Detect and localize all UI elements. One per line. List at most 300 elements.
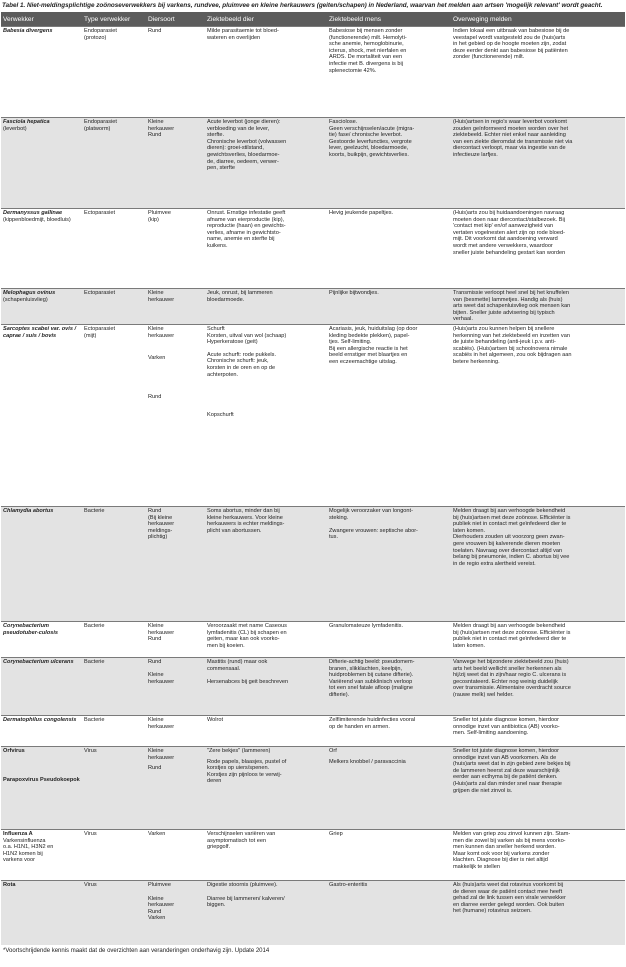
cell-type bbox=[82, 658, 146, 716]
cell-ziektebeeld-dier bbox=[205, 27, 327, 118]
header-row bbox=[1, 12, 625, 27]
cell-ziektebeeld-mens bbox=[327, 747, 451, 830]
consideration-line: 'contact met kip' en/of aanwezigheid van bbox=[453, 223, 554, 230]
consideration-line: van (besmette) lammetjes. Handig als (huis) bbox=[453, 296, 563, 303]
cell-diersoort bbox=[146, 27, 205, 118]
table-row bbox=[1, 881, 625, 945]
consideration-line: laten komen. bbox=[453, 642, 486, 649]
disease-human-line: Acariasis, jeuk, huiduitslag (op door bbox=[329, 326, 418, 332]
consideration-line: hij/zij weet dat in zijn/haar regio C. ulcerans is bbox=[453, 672, 567, 679]
consideration-line: bijten. Sneller juiste advisering bij typisch bbox=[453, 309, 555, 316]
animal-line: herkauwer bbox=[148, 629, 175, 636]
disease-animal-line: lymfadenitis (CL) bij schapen en bbox=[207, 629, 287, 636]
disease-animal-line: Hersenabces bij geit beschreven bbox=[207, 678, 289, 685]
animal-line: Kleine bbox=[148, 290, 164, 296]
disease-animal-line: griepgolf. bbox=[207, 844, 231, 851]
disease-human-line: Difterie-achtig beeld: pseudomem- bbox=[329, 659, 415, 665]
animal-line: Rund bbox=[148, 393, 162, 400]
consideration-line: scabiës). (Huis)artsen bij schoolnovera nimale bbox=[453, 345, 568, 352]
agent-common-name: (kippenbloedmijt, bloedluis) bbox=[3, 216, 71, 223]
disease-animal-line: Kopschurft bbox=[207, 412, 234, 419]
cell-diersoort bbox=[146, 622, 205, 658]
header-ziektebeeld-dier: Ziektebeeld dier bbox=[205, 12, 327, 27]
consideration-line: de lammeren heerst zal deze waarschijnlijk bbox=[453, 767, 560, 774]
animal-line: (kip) bbox=[148, 216, 159, 223]
table-row bbox=[1, 716, 625, 747]
disease-human-line: lever, geelzucht, bloedarmoede, bbox=[329, 145, 409, 152]
consideration-line: Indien lokaal een uitbraak van babesiose bij de bbox=[453, 28, 570, 34]
consideration-line: het (humane) rotavirus seizoen. bbox=[453, 908, 532, 915]
consideration-line: gecosntateerd. Echter nog weinig duidelijk bbox=[453, 678, 558, 685]
cell-type bbox=[82, 622, 146, 658]
cell-ziektebeeld-mens bbox=[327, 325, 451, 507]
disease-animal-line: men bij koeien. bbox=[207, 642, 245, 649]
cell-ziektebeeld-dier bbox=[205, 830, 327, 881]
cell-ziektebeeld-mens bbox=[327, 209, 451, 289]
disease-animal-line: Soms abortus, minder dan bij bbox=[207, 508, 280, 514]
disease-animal-line: Hyperkeratose (geit) bbox=[207, 339, 258, 346]
zoonoses-table bbox=[1, 12, 625, 945]
consideration-line: bij (huis)artsen met deze zoönose. Efficiënter is bbox=[453, 514, 571, 521]
agent-common-name: (leverbot) bbox=[3, 125, 27, 132]
agent-name: Sarcoptes scabei var. ovis / caprae / suis / bovis bbox=[3, 326, 77, 339]
disease-animal-block bbox=[207, 352, 325, 378]
disease-animal-line: name, anemie en sterfte bij bbox=[207, 236, 275, 243]
consideration-line: onnodige inzet van AB voorkomen. Als de bbox=[453, 754, 557, 761]
disease-animal-line: deren bbox=[207, 778, 222, 785]
cell-verwekker bbox=[1, 209, 82, 289]
consideration-line: arts weet dat schapenluisvlieg ook mensen kan bbox=[453, 303, 571, 310]
animal-line: Rund bbox=[148, 659, 162, 665]
disease-human-line: sche anemie, hemoglobinurie, bbox=[329, 41, 404, 48]
animal-line: Kleine bbox=[148, 326, 164, 332]
header-type: Type verwekker bbox=[82, 12, 146, 27]
consideration-line: (Huis)artsen in regio's waar leverbot voorkomt bbox=[453, 119, 567, 125]
cell-diersoort bbox=[146, 289, 205, 325]
animal-line: herkauwer bbox=[148, 754, 175, 761]
disease-human-line: icterus, shock, met nierfalen en bbox=[329, 47, 407, 54]
disease-human-line: Mogelijk veroorzaker van longont- bbox=[329, 508, 413, 514]
agent-name: Babesia divergens bbox=[3, 28, 53, 34]
cell-ziektebeeld-mens bbox=[327, 881, 451, 945]
consideration-line: makkelijk te stellen bbox=[453, 863, 500, 870]
disease-human-line: Hevig jeukende papeltjes. bbox=[329, 210, 394, 216]
animal-line: herkauwer bbox=[148, 723, 175, 730]
consideration-line: verhaal. bbox=[453, 316, 473, 323]
cell-overweging bbox=[451, 209, 625, 289]
animal-block bbox=[148, 765, 203, 772]
cell-diersoort bbox=[146, 325, 205, 507]
disease-animal-line: Onrust. Ernstige infestatie geeft bbox=[207, 210, 286, 216]
animal-line: Kleine bbox=[148, 672, 164, 679]
table-row bbox=[1, 118, 625, 209]
cell-ziektebeeld-dier bbox=[205, 716, 327, 747]
type-line: Bacterie bbox=[84, 717, 105, 723]
disease-animal-line: geiten, maar kan ook voorko- bbox=[207, 636, 280, 643]
header-diersoort: Diersoort bbox=[146, 12, 205, 27]
consideration-line: toelaten. Navraag over diercontact altijd van bbox=[453, 547, 563, 554]
footnote: *Voortschrijdende kennis maakt dat de overzichten aan veranderingen onderhavig zijn. Update 2014 bbox=[3, 947, 270, 954]
consideration-line: over transmissie. Alimentaire overdracht source bbox=[453, 685, 571, 692]
animal-line: Varken bbox=[148, 831, 166, 837]
disease-animal-line: Chronische leverbot (volwassen bbox=[207, 138, 287, 145]
type-line: Bacterie bbox=[84, 508, 105, 514]
consideration-line: Dierhouders zouden uit voorzorg geen zwan- bbox=[453, 534, 565, 541]
animal-line: herkauwer bbox=[148, 902, 175, 909]
header-ziektebeeld-mens: Ziektebeeld mens bbox=[327, 12, 451, 27]
disease-animal-line: Verschijnselen variëren van bbox=[207, 831, 276, 837]
agent-name: Corynebacterium ulcerans bbox=[3, 659, 74, 665]
cell-ziektebeeld-mens bbox=[327, 507, 451, 622]
cell-ziektebeeld-dier bbox=[205, 507, 327, 622]
disease-animal-line: commensaal. bbox=[207, 665, 241, 672]
animal-line: herkauwer bbox=[148, 296, 175, 303]
animal-line: meldings- bbox=[148, 527, 173, 534]
consideration-line: zouden geïnformeerd moeten worden over het bbox=[453, 125, 569, 132]
cell-diersoort bbox=[146, 716, 205, 747]
header-overweging: Overweging melden bbox=[451, 12, 625, 27]
consideration-line: publiek niet in contact met geïnfedeerd dier te bbox=[453, 636, 567, 643]
consideration-line: Melden draagt bij aan verhoogde bekendheid bbox=[453, 508, 566, 514]
disease-human-line: Orf bbox=[329, 748, 337, 754]
agent-name: Orfvirus bbox=[3, 748, 25, 754]
disease-human-line bbox=[329, 521, 449, 528]
agent-name: Corynebacterium pseudotuber-culosis bbox=[3, 623, 59, 636]
animal-line: Pluimvee bbox=[148, 210, 172, 216]
disease-human-line: tie) fase/ chronische leverbot. bbox=[329, 132, 403, 139]
animal-line: Kleine bbox=[148, 748, 164, 754]
consideration-line: Transmissie verloopt heel snel bij het knuffelen bbox=[453, 290, 569, 296]
consideration-line: Als (huis)arts weet dat rotavirus voorkomt bij bbox=[453, 882, 564, 888]
consideration-line: infectieuze larfjes. bbox=[453, 151, 498, 158]
cell-verwekker bbox=[1, 325, 82, 507]
cell-ziektebeeld-mens bbox=[327, 118, 451, 209]
cell-overweging bbox=[451, 622, 625, 658]
disease-animal-block bbox=[207, 896, 325, 909]
table-row bbox=[1, 209, 625, 289]
consideration-line: ziektebeeld. Echter niet enkel naar aanleiding bbox=[453, 132, 566, 139]
type-line: Endoparasiet bbox=[84, 28, 117, 34]
type-line: Ectoparasiet bbox=[84, 290, 116, 296]
cell-verwekker bbox=[1, 622, 82, 658]
consideration-line: scabiës in het algemeen, zou ook bijdragen aan bbox=[453, 352, 572, 359]
disease-human-line: (functionerende) milt. Hemolyti- bbox=[329, 34, 407, 41]
disease-human-line: tus. bbox=[329, 534, 339, 541]
animal-line: Rund bbox=[148, 28, 162, 34]
disease-animal-line: Jeuk, onrust, bij lammeren bbox=[207, 290, 273, 296]
consideration-line: gehad zal de link tussen een virale verwekker bbox=[453, 895, 566, 902]
consideration-line: Maar komt ook voor bij varkens zonder bbox=[453, 850, 550, 857]
disease-animal-block bbox=[207, 748, 325, 755]
cell-verwekker bbox=[1, 658, 82, 716]
agent-name: Influenza A bbox=[3, 831, 33, 837]
disease-human-line: Variërend van subklinisch verloop bbox=[329, 678, 413, 685]
consideration-line: men die zowel bij varken als bij mens voorko- bbox=[453, 837, 566, 844]
disease-animal-line: Veroorzaakt met name Caseous bbox=[207, 623, 287, 629]
animal-line: Rund bbox=[148, 765, 162, 772]
cell-ziektebeeld-dier bbox=[205, 622, 327, 658]
disease-animal-block bbox=[207, 882, 325, 889]
table-row bbox=[1, 27, 625, 118]
cell-verwekker bbox=[1, 507, 82, 622]
disease-animal-line: Korsten, uitval van wol (schaap) bbox=[207, 332, 287, 339]
disease-human-line: een eczeemachtige uitslag. bbox=[329, 358, 397, 365]
type-line: (platworm) bbox=[84, 125, 111, 132]
disease-animal-block bbox=[207, 326, 325, 346]
animal-block bbox=[148, 748, 203, 761]
disease-animal-line: "Zere bekjes" (lammeren) bbox=[207, 748, 271, 754]
disease-human-line: Granulomateuze lymfadenitis. bbox=[329, 623, 403, 629]
disease-human-line: huidproblemen bij cutane difterie). bbox=[329, 672, 414, 679]
agent-name: Melophagus ovinus bbox=[3, 290, 56, 296]
cell-type bbox=[82, 507, 146, 622]
disease-human-line: splenectomie 42%. bbox=[329, 67, 377, 74]
type-line: Bacterie bbox=[84, 623, 105, 629]
type-line: (mijt) bbox=[84, 332, 97, 339]
cell-overweging bbox=[451, 507, 625, 622]
disease-human-line: Pijnlijke bijtwondjes. bbox=[329, 290, 379, 296]
disease-animal-line: sterfte. bbox=[207, 132, 225, 139]
disease-human-line: Babesiose bij mensen zonder bbox=[329, 28, 403, 34]
agent-name: Dermatophilus congolensis bbox=[3, 717, 77, 723]
table-row bbox=[1, 622, 625, 658]
consideration-line: (rauwe melk) wel helder. bbox=[453, 691, 514, 698]
disease-animal-line: afname van eierproductie (kip), bbox=[207, 216, 285, 223]
table-caption: Tabel 1. Niet-meldingsplichtige zoönoseverwekkers bij varkens, rundvee, pluimvee en kleine herkauwers (geiten/schapen) in Nederland, waarvan het melden aan artsen 'mogelijk relevant' wordt geacht. bbox=[2, 2, 603, 9]
consideration-line: eerder aan ecthyma bij de patiënt denken. bbox=[453, 774, 558, 781]
agent-name: Chlamydia abortus bbox=[3, 508, 54, 514]
cell-overweging bbox=[451, 325, 625, 507]
disease-animal-line: korstjes op uiers/spenen. bbox=[207, 765, 270, 772]
disease-animal-line: Mastitis (rund) maar ook bbox=[207, 659, 268, 665]
consideration-line: deze eerder denkt aan babesiose bij patiënten bbox=[453, 47, 568, 54]
disease-animal-line: wateren en overlijden bbox=[207, 34, 261, 41]
type-line: Virus bbox=[84, 882, 97, 888]
cell-diersoort bbox=[146, 118, 205, 209]
disease-human-line: Zelflimiterende huidinfecties vooral bbox=[329, 717, 416, 723]
consideration-line: onnodige inzet van antibiotica (AB) voorko- bbox=[453, 723, 560, 730]
cell-verwekker bbox=[1, 747, 82, 830]
disease-animal-line: Korstjes zijn pijnloos te verwij- bbox=[207, 771, 282, 778]
animal-line: Kleine bbox=[148, 623, 164, 629]
cell-overweging bbox=[451, 747, 625, 830]
table-row bbox=[1, 325, 625, 507]
disease-animal-line: bloedarmoede. bbox=[207, 296, 245, 303]
disease-animal-line: pen, sterfte bbox=[207, 165, 235, 172]
consideration-line: Sneller tot juiste diagnose komen, hierdoor bbox=[453, 717, 560, 723]
cell-overweging bbox=[451, 27, 625, 118]
disease-animal-line: de, diarree, oedeem, verwer- bbox=[207, 158, 279, 165]
header-verwekker: Verwekker bbox=[1, 12, 82, 27]
consideration-line: bij (huis)artsen met deze zoönose. Efficiënter is bbox=[453, 629, 571, 636]
disease-human-line: Gastro-enteritis bbox=[329, 882, 368, 888]
consideration-line: arts het beeld wellicht sneller herkennen als bbox=[453, 665, 562, 672]
consideration-line: de juiste behandeling (anti-jeuk i.p.v. anti- bbox=[453, 339, 556, 346]
consideration-line: (huis)arts weet dat in zijn gebied zere bekjes bij bbox=[453, 761, 571, 768]
consideration-line: Melden van griep zou zinvol kunnen zijn. Stam- bbox=[453, 831, 571, 837]
disease-human-line: kleding bedekte plekken), papel- bbox=[329, 332, 410, 339]
consideration-line: en diarree eerder gelegd worden. Ook buiten bbox=[453, 901, 565, 908]
animal-block bbox=[148, 896, 203, 922]
consideration-line: men kunnen dan sneller herkend worden. bbox=[453, 844, 556, 851]
agent-name-secondary: Parapoxvirus Pseudokoepok bbox=[3, 776, 80, 783]
animal-block bbox=[148, 882, 203, 889]
consideration-line: herkenning van het ziektebeeld en inzetten van bbox=[453, 332, 570, 339]
cell-ziektebeeld-dier bbox=[205, 209, 327, 289]
animal-block bbox=[148, 326, 203, 339]
type-line: Virus bbox=[84, 831, 97, 837]
disease-animal-line: biggen. bbox=[207, 902, 226, 909]
disease-animal-line: Digestie stoornis (pluimvee). bbox=[207, 882, 278, 888]
cell-diersoort bbox=[146, 747, 205, 830]
cell-type bbox=[82, 747, 146, 830]
agent-common-name: (schapenluisvlieg) bbox=[3, 296, 48, 303]
table-row bbox=[1, 289, 625, 325]
disease-human-line: Gestoorde leverfuncties, vergrote bbox=[329, 138, 412, 145]
disease-human-line: Melkers knobbel / paravaccinia bbox=[329, 758, 406, 765]
type-line: Ectoparasiet bbox=[84, 326, 116, 332]
cell-verwekker bbox=[1, 118, 82, 209]
disease-animal-line: Wolrot bbox=[207, 717, 224, 723]
cell-ziektebeeld-dier bbox=[205, 289, 327, 325]
cell-overweging bbox=[451, 716, 625, 747]
cell-diersoort bbox=[146, 507, 205, 622]
disease-human-line: beeld ernstiger met blaartjes en bbox=[329, 352, 408, 359]
cell-overweging bbox=[451, 881, 625, 945]
animal-line: herkauwer bbox=[148, 125, 175, 132]
consideration-line: grijpen die niet zinvol is. bbox=[453, 787, 513, 794]
cell-verwekker bbox=[1, 27, 82, 118]
consideration-line: Melden draagt bij aan verhoogde bekendheid bbox=[453, 623, 566, 629]
disease-animal-line: dieren): groei-stilstand, bbox=[207, 145, 264, 152]
consideration-line: (Huis)arts zal dan minder snel naar therapie bbox=[453, 780, 562, 787]
type-line: (protozo) bbox=[84, 34, 107, 41]
agent-detail-line: H1N2 komen bij bbox=[3, 850, 43, 857]
consideration-line: men. Self-limiting aandoening. bbox=[453, 730, 529, 737]
disease-animal-line: Acute leverbot (jonge dieren): bbox=[207, 119, 281, 125]
consideration-line: mijt. Dit voorkomt dat aandoening verward bbox=[453, 236, 558, 243]
animal-block bbox=[148, 355, 203, 362]
disease-animal-line: Milde parasitaemie tot bloed- bbox=[207, 28, 279, 34]
animal-line: Varken bbox=[148, 915, 166, 922]
disease-animal-line bbox=[207, 672, 325, 679]
disease-animal-line: Diarree bij lammeren/ kalveren/ bbox=[207, 895, 285, 902]
disease-human-line: koorts, buikpijn, gewichtsverlies. bbox=[329, 151, 409, 158]
disease-human-line: Fasciolose. bbox=[329, 119, 358, 125]
cell-diersoort bbox=[146, 830, 205, 881]
animal-line: Rund bbox=[148, 132, 162, 139]
disease-human-block bbox=[329, 759, 449, 766]
disease-human-line: Bij een allergische reactie is het bbox=[329, 345, 408, 352]
cell-ziektebeeld-mens bbox=[327, 289, 451, 325]
disease-human-line: branen, slikklachten, keelpijn, bbox=[329, 665, 403, 672]
consideration-line: moeten doen naar diercontact/stalbezoek. Bij bbox=[453, 216, 565, 223]
cell-ziektebeeld-dier bbox=[205, 747, 327, 830]
disease-animal-block bbox=[207, 759, 325, 785]
consideration-line: (Huis)arts zou kunnen helpen bij snellere bbox=[453, 326, 555, 332]
disease-animal-line: plicht van abortussen. bbox=[207, 527, 262, 534]
cell-overweging bbox=[451, 830, 625, 881]
disease-animal-line: kuikens. bbox=[207, 242, 228, 249]
cell-ziektebeeld-dier bbox=[205, 325, 327, 507]
cell-verwekker bbox=[1, 830, 82, 881]
type-line: Virus bbox=[84, 748, 97, 754]
type-line: Bacterie bbox=[84, 659, 105, 665]
agent-name: Fasciola hepatica bbox=[3, 119, 50, 125]
consideration-line: Sneller tot juiste diagnose komen, hierdoor bbox=[453, 748, 560, 754]
consideration-line: veestapel wordt vastgesteld zou de (huis)arts bbox=[453, 34, 566, 41]
disease-human-line: tjes. Self-limiting. bbox=[329, 339, 372, 346]
consideration-line: van een ziekte dieromdat de transmissie niet via bbox=[453, 138, 573, 145]
disease-human-line: tot een snel fatale afloop (maligne bbox=[329, 685, 413, 692]
disease-animal-line: asymptomatisch tot een bbox=[207, 837, 267, 844]
cell-ziektebeeld-mens bbox=[327, 830, 451, 881]
cell-type bbox=[82, 289, 146, 325]
animal-line: Kleine bbox=[148, 895, 164, 902]
disease-animal-block bbox=[207, 412, 325, 419]
type-line: Endoparasiet bbox=[84, 119, 117, 125]
cell-verwekker bbox=[1, 716, 82, 747]
cell-ziektebeeld-mens bbox=[327, 27, 451, 118]
agent-name: Dermanyssus gallinae bbox=[3, 210, 63, 216]
type-line: Ectoparasiet bbox=[84, 210, 116, 216]
cell-ziektebeeld-dier bbox=[205, 881, 327, 945]
disease-animal-line: reproductie (haan) en gewichts- bbox=[207, 223, 286, 230]
animal-line bbox=[148, 666, 203, 673]
disease-human-line: Geen verschijnselen/acute (migra- bbox=[329, 125, 415, 132]
cell-overweging bbox=[451, 289, 625, 325]
animal-line: Pluimvee bbox=[148, 882, 172, 888]
agent-name: Rota bbox=[3, 882, 16, 888]
consideration-line: Vanwege het bijzondere ziektebeeld zou (huis) bbox=[453, 659, 569, 665]
disease-human-line: infectie met B. divergens is bij bbox=[329, 60, 403, 67]
cell-verwekker bbox=[1, 881, 82, 945]
animal-line: Varken bbox=[148, 355, 166, 362]
cell-type bbox=[82, 209, 146, 289]
disease-animal-line: Rode papels, blaasjes, pustel of bbox=[207, 758, 287, 765]
disease-human-line: difterie). bbox=[329, 691, 350, 698]
disease-human-block bbox=[329, 748, 449, 755]
animal-line: Rund bbox=[148, 636, 162, 643]
animal-block bbox=[148, 394, 203, 401]
disease-animal-line: Acute schurft: rode pukkels. bbox=[207, 351, 277, 358]
consideration-line: betere herkenning. bbox=[453, 358, 500, 365]
cell-ziektebeeld-dier bbox=[205, 118, 327, 209]
disease-human-line: Griep bbox=[329, 831, 343, 837]
cell-type bbox=[82, 118, 146, 209]
disease-animal-line: Schurft bbox=[207, 326, 225, 332]
animal-line: (Bij kleine bbox=[148, 514, 173, 521]
consideration-line: belang bij pneumonie, indien C. abortus bij vee bbox=[453, 554, 570, 561]
disease-animal-line: achterpoten. bbox=[207, 371, 239, 378]
table-row bbox=[1, 658, 625, 716]
disease-human-line: ARDS. De mortaliteit van een bbox=[329, 54, 403, 61]
consideration-line: klachten. Diagnose bij dier is niet altijd bbox=[453, 857, 548, 864]
consideration-line: diercontact verloopt, maar via ingestie van de bbox=[453, 145, 566, 152]
disease-animal-line: Chronische schurft: jeuk, bbox=[207, 358, 269, 365]
disease-human-line: steking. bbox=[329, 514, 349, 521]
disease-animal-line: korsten in de oren en op de bbox=[207, 364, 276, 371]
disease-human-line: Zwangere vrouwen: septische abor- bbox=[329, 527, 418, 534]
disease-human-line: op de handen en armen. bbox=[329, 723, 390, 730]
cell-overweging bbox=[451, 118, 625, 209]
consideration-line: laten komen. bbox=[453, 527, 486, 534]
cell-diersoort bbox=[146, 658, 205, 716]
cell-verwekker bbox=[1, 289, 82, 325]
table-row bbox=[1, 830, 625, 881]
consideration-line: sneller juiste behandeling gestart kan worden bbox=[453, 249, 566, 256]
consideration-line: gere vrouwen bij kalverende dieren moeten bbox=[453, 540, 561, 547]
